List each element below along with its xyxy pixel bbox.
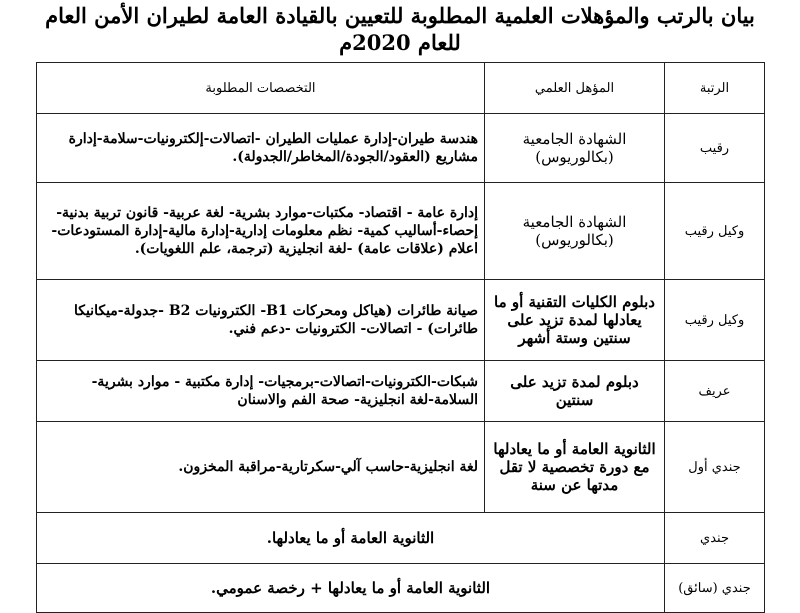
rank-cell: جندي [665, 513, 765, 564]
table-row [37, 513, 765, 564]
table-row [37, 183, 765, 280]
header-rank: الرتبة [665, 63, 765, 114]
rank-cell: جندي أول [665, 422, 765, 513]
specializations-cell: لغة انجليزية-حاسب آلي-سكرتارية-مراقبة المخزون. [37, 422, 485, 513]
ranks-table [36, 62, 765, 613]
table-row [37, 361, 765, 422]
table-row [37, 114, 765, 183]
rank-cell: جندي (سائق) [665, 564, 765, 613]
specializations-cell: شبكات-الكترونيات-اتصالات-برمجيات- إدارة مكتبية - موارد بشرية-السلامة-لغة انجليزية- صحة الفم والاسنان [37, 361, 485, 422]
rank-cell: وكيل رقيب [665, 183, 765, 280]
merged-requirement-cell: الثانوية العامة أو ما يعادلها + رخصة عمومي. [37, 564, 665, 613]
qualification-cell: دبلوم الكليات التقنية أو ما يعادلها لمدة تزيد على سنتين وستة أشهر [485, 280, 665, 361]
header-specializations: التخصصات المطلوبة [37, 63, 485, 114]
merged-requirement-cell: الثانوية العامة أو ما يعادلها. [37, 513, 665, 564]
specializations-cell: إدارة عامة - اقتصاد- مكتبات-موارد بشرية- لغة عربية- قانون تربية بدنية- إحصاء-أساليب كمية- نظم معلومات إدارية-إدارة مالية-إدارة المستودعات-اعلام (علاقات عامة) -لغة انجليزية (ترجمة، علم اللغويات). [37, 183, 485, 280]
document-title [10, 2, 790, 56]
header-qualification: المؤهل العلمي [485, 63, 665, 114]
qualification-cell: الشهادة الجامعية (بكالوريوس) [485, 183, 665, 280]
specializations-cell: صيانة طائرات (هياكل ومحركات B1- الكترونيات B2 -جدولة-ميكانيكا طائرات) - اتصالات- الكترونيات -دعم فني. [37, 280, 485, 361]
specializations-cell: هندسة طيران-إدارة عمليات الطيران -اتصالات-إلكترونيات-سلامة-إدارة مشاريع (العقود/الجودة/المخاطر/الجدولة). [37, 114, 485, 183]
rank-cell: رقيب [665, 114, 765, 183]
title-line-2: للعام 2020م [339, 30, 461, 55]
table-row [37, 280, 765, 361]
rank-cell: وكيل رقيب [665, 280, 765, 361]
table-row [37, 422, 765, 513]
qualification-cell: الثانوية العامة أو ما يعادلها مع دورة تخصصية لا تقل مدتها عن سنة [485, 422, 665, 513]
table-header-row [37, 63, 765, 114]
qualification-cell: الشهادة الجامعية (بكالوريوس) [485, 114, 665, 183]
qualification-cell: دبلوم لمدة تزيد على سنتين [485, 361, 665, 422]
rank-cell: عريف [665, 361, 765, 422]
title-line-1: بيان بالرتب والمؤهلات العلمية المطلوبة للتعيين بالقيادة العامة لطيران الأمن العام [45, 3, 755, 28]
table-row [37, 564, 765, 613]
